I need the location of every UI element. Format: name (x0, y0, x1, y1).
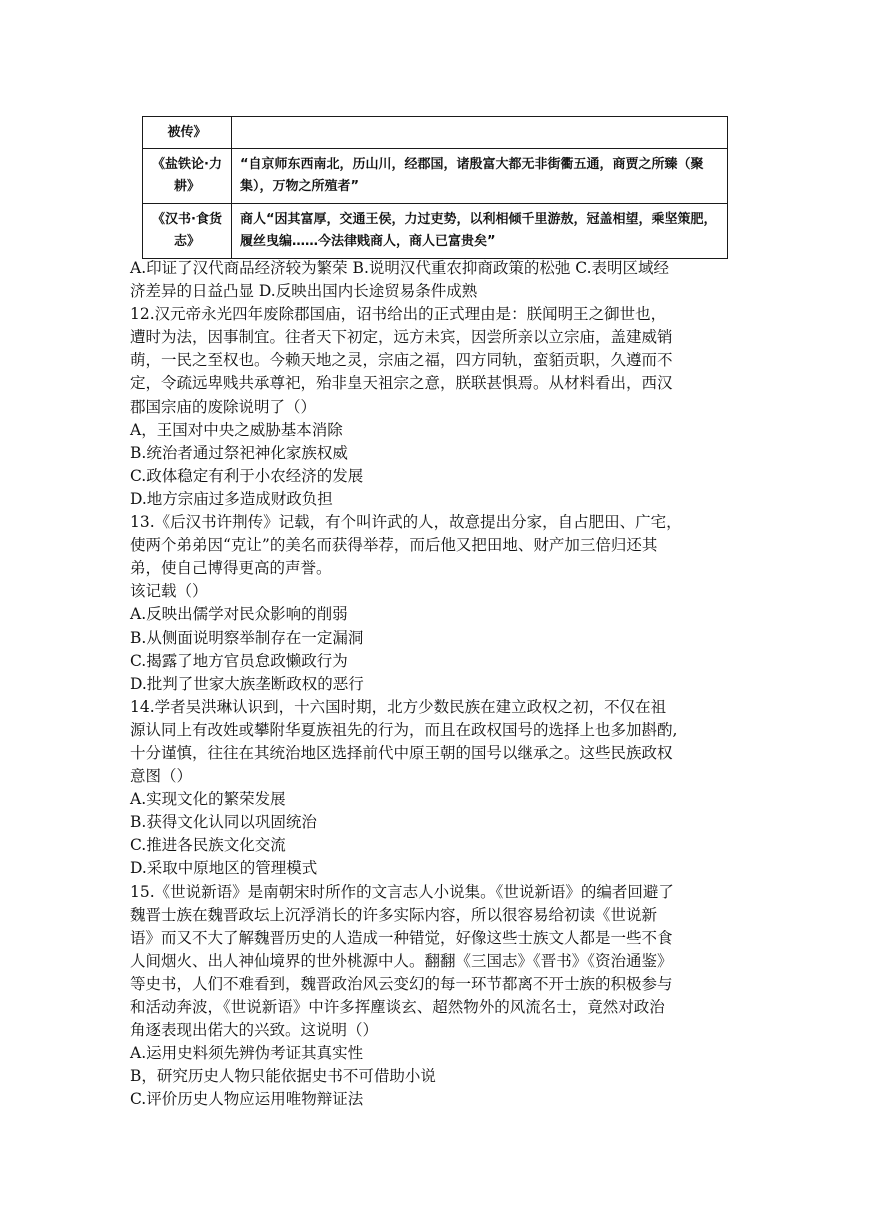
source-cell: 《汉书·食货志》 (143, 204, 232, 259)
text-line: 意图（） (130, 767, 193, 786)
text-line: 人间烟火、出人神仙境界的世外桃源中人。翻翻《三国志》《晋书》《资治通鉴》 (130, 951, 673, 970)
text-line: 遭时为法，因事制宜。往者天下初定，远方未宾，因尝所亲以立宗庙，盖建威销 (130, 328, 673, 347)
text-line: A.反映出儒学对民众影响的削弱 (130, 605, 348, 624)
source-cell: 《盐铁论·力耕》 (143, 149, 232, 204)
source-table (142, 116, 728, 259)
text-line: 角逐表现出偌大的兴致。这说明（） (130, 1021, 379, 1040)
text-line: 该记载（） (130, 582, 208, 601)
text-line: D.批判了世家大族垄断政权的恶行 (130, 674, 364, 693)
text-line: 魏晋士族在魏晋政坛上沉浮消长的许多实际内容，所以很容易给初读《世说新 (130, 905, 658, 924)
text-line: 十分谨慎，往往在其统治地区选择前代中原王朝的国号以继承之。这些民族政权 (130, 743, 673, 762)
text-line: 郡国宗庙的废除说明了（） (130, 397, 317, 416)
text-line: 13.《后汉书许荆传》记载，有个叫许武的人，故意提出分家，自占肥田、广宅， (130, 513, 682, 532)
text-line: B.获得文化认同以巩固统治 (130, 813, 317, 832)
text-line: D.地方宗庙过多造成财政负担 (130, 489, 333, 508)
text-line: C.评价历史人物应运用唯物辩证法 (130, 1090, 364, 1109)
text-line: 15.《世说新语》是南朝宋时所作的文言志人小说集。《世说新语》的编者回避了 (130, 882, 674, 901)
text-line: A.印证了汉代商品经济较为繁荣 B.说明汉代重农抑商政策的松弛 C.表明区域经 (130, 259, 670, 277)
text-line: 12.汉元帝永光四年废除郡国庙，诏书给出的正式理由是：朕闻明王之御世也， (130, 305, 667, 324)
text-line: C.揭露了地方官员怠政懒政行为 (130, 651, 348, 670)
text-line: A，王国对中央之威胁基本消除 (130, 420, 343, 439)
question-text (130, 257, 750, 1111)
text-line: C.政体稳定有利于小农经济的发展 (130, 466, 364, 485)
text-line: 定，令疏远卑贱共承尊祀，殆非皇天祖宗之意，朕联甚惧焉。从材料看出，西汉 (130, 374, 673, 393)
table-row (143, 117, 728, 149)
text-line: 弟，使自己博得更高的声誉。 (130, 559, 332, 578)
text-line: 14.学者吴洪琳认识到，十六国时期，北方少数民族在建立政权之初，不仅在祖 (130, 697, 667, 716)
text-line: A.实现文化的繁荣发展 (130, 790, 286, 809)
text-line: 萌，一民之至权也。今赖天地之灵，宗庙之福，四方同轨，蛮貊贡职，久遵而不 (130, 351, 673, 370)
table-row (143, 204, 728, 259)
text-line: A.运用史料须先辨伪考证其真实性 (130, 1044, 364, 1063)
text-line: 济差异的日益凸显 D.反映出国内长途贸易条件成熟 (130, 282, 478, 301)
text-line: 使两个弟弟因“克让”的美名而获得举荐，而后他又把田地、财产加三倍归还其 (130, 536, 658, 555)
table-row (143, 149, 728, 204)
text-line: B.统治者通过祭祀神化家族权威 (130, 443, 348, 462)
source-cell: 被传》 (143, 117, 232, 149)
text-line: 语》而又不大了解魏晋历史的人造成一种错觉，好像这些士族文人都是一些不食 (130, 928, 673, 947)
text-line: B.从侧面说明察举制存在一定漏洞 (130, 628, 364, 647)
content-cell: 商人“因其富厚，交通王侯，力过吏势，以利相倾千里游敖，冠盖相望，乘坚策肥，履丝曳编……今法律贱商人，商人已富贵矣” (232, 204, 728, 259)
content-cell (232, 117, 728, 149)
text-line: B，研究历史人物只能依据史书不可借助小说 (130, 1067, 436, 1086)
text-line: 源认同上有改姓或攀附华夏族祖先的行为，而且在政权国号的选择上也多加斟酌, (130, 720, 678, 739)
text-line: C.推进各民族文化交流 (130, 836, 286, 855)
text-line: 等史书，人们不难看到，魏晋政治风云变幻的每一环节都离不开士族的积极参与 (130, 974, 673, 993)
content-cell: “自京师东西南北，历山川，经郡国，诸殷富大都无非街衢五通，商贾之所臻（聚集），万物之所殖者” (232, 149, 728, 204)
text-line: D.采取中原地区的管理模式 (130, 859, 318, 878)
text-line: 和活动奔波，《世说新语》中许多挥塵谈玄、超然物外的风流名士，竟然对政治 (130, 998, 665, 1016)
